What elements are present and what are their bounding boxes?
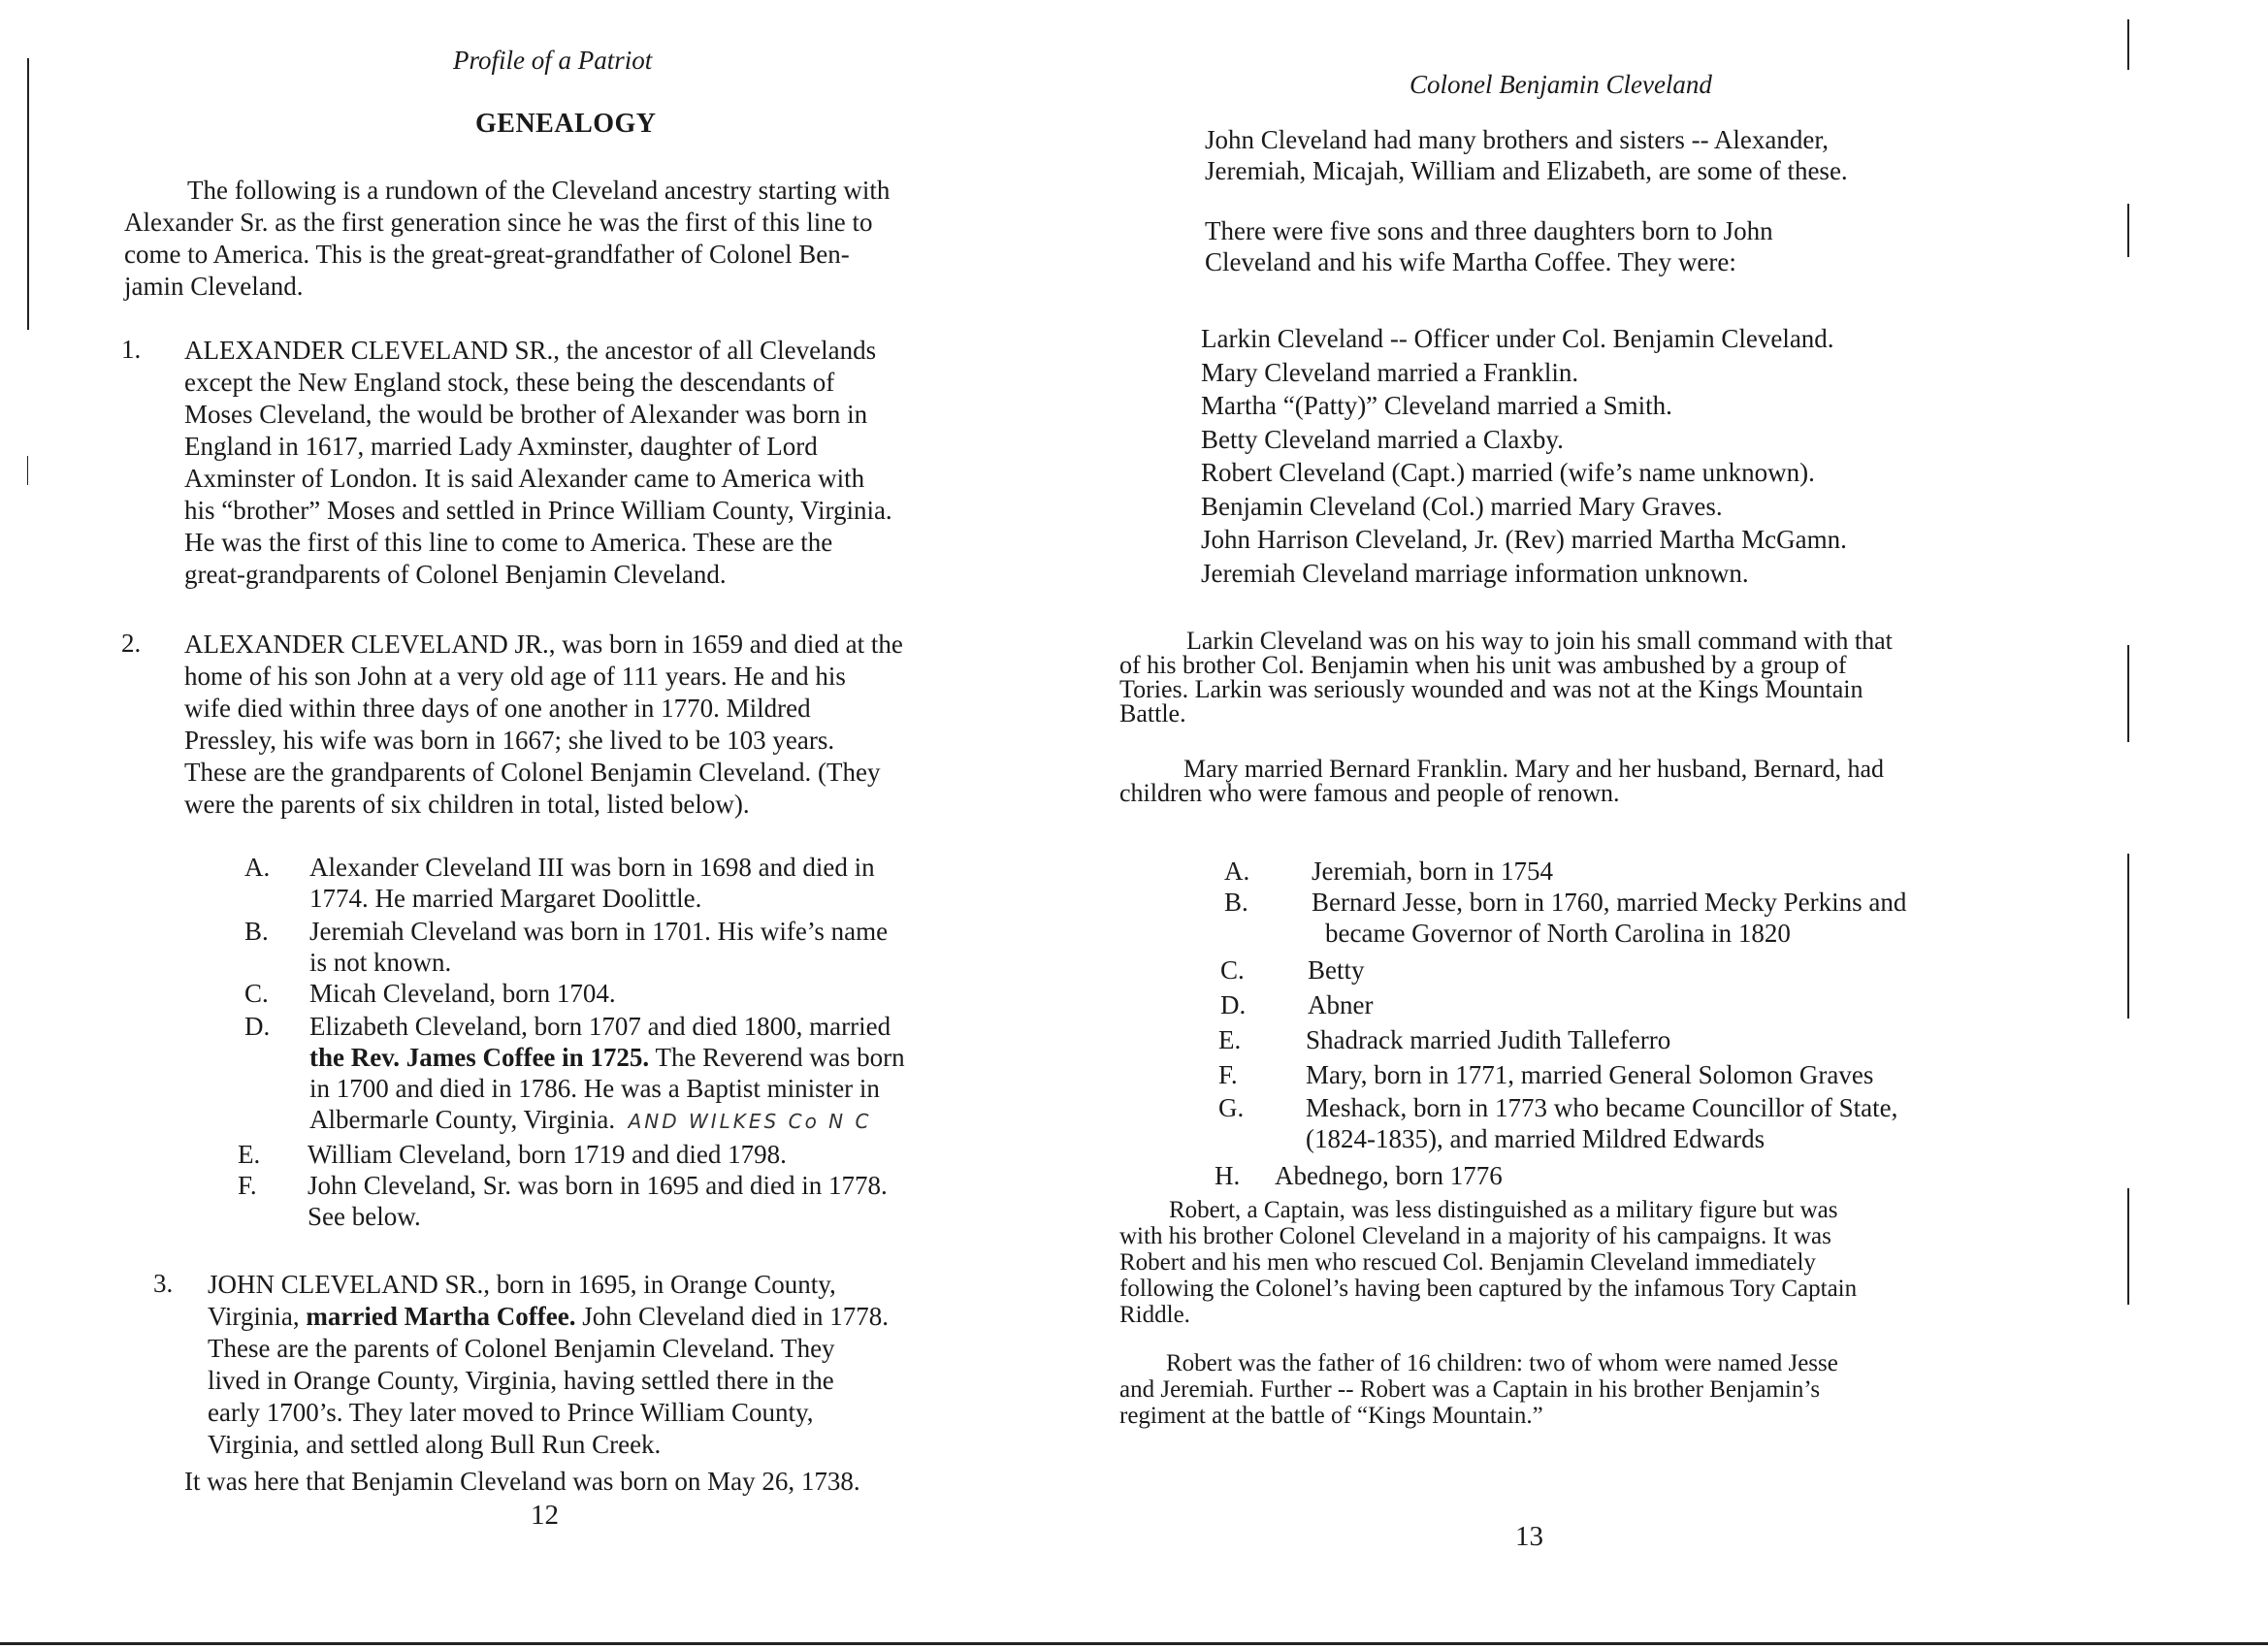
item-line: Shadrack married Judith Talleferro	[1306, 1025, 1671, 1054]
intro-line: The following is a rundown of the Cleveland ancestry starting with	[187, 176, 891, 205]
item-line: in 1700 and died in 1786. He was a Baptist minister in	[309, 1074, 880, 1103]
para-line: of his brother Col. Benjamin when his unit was ambushed by a group of	[1119, 651, 1847, 679]
right-margin-rule	[2127, 854, 2129, 1018]
entry-final-line: It was here that Benjamin Cleveland was born on May 26, 1738.	[184, 1467, 860, 1496]
robert-children-paragraph	[1116, 1350, 2124, 1429]
entry-line: JOHN CLEVELAND SR., born in 1695, in Orange County,	[208, 1270, 836, 1299]
section-title: GENEALOGY	[475, 109, 657, 139]
list-item: Benjamin Cleveland (Col.) married Mary Graves.	[1201, 491, 1723, 521]
item-line: See below.	[308, 1202, 421, 1231]
bold-insertion: the Rev. James Coffee in 1725.	[309, 1043, 650, 1072]
item-letter: D.	[1220, 990, 1247, 1019]
para-line: There were five sons and three daughters born to John	[1205, 216, 1773, 245]
para-line: Riddle.	[1119, 1302, 1190, 1328]
item-line: Elizabeth Cleveland, born 1707 and died 1800, married	[309, 1012, 891, 1041]
entry-number: 2.	[121, 629, 142, 658]
para-line: Robert, a Captain, was less distinguished as a military figure but was	[1169, 1197, 1838, 1223]
item-line: Mary, born in 1771, married General Solomon Graves	[1306, 1060, 1874, 1089]
item-line: (1824-1835), and married Mildred Edwards	[1306, 1124, 1766, 1153]
item-letter: D.	[244, 1012, 271, 1041]
para-line: Mary married Bernard Franklin. Mary and her husband, Bernard, had	[1183, 755, 1884, 783]
item-letter: B.	[1224, 888, 1248, 917]
item-line: Jeremiah Cleveland was born in 1701. His wife’s name	[309, 917, 889, 946]
left-page-header: Profile of a Patriot	[453, 46, 653, 75]
entry-line: Axminster of London. It is said Alexander came to America with	[184, 464, 865, 493]
entry-line: wife died within three days of one another in 1770. Mildred	[184, 694, 811, 723]
entry-line: home of his son John at a very old age of 111 years. He and his	[184, 662, 846, 691]
larkin-paragraph	[1116, 629, 2124, 726]
entry-line: great-grandparents of Colonel Benjamin Cleveland.	[184, 560, 727, 589]
list-item: Robert Cleveland (Capt.) married (wife’s name unknown).	[1201, 458, 1815, 487]
para-line: Tories. Larkin was seriously wounded and was not at the Kings Mountain	[1119, 675, 1863, 703]
item-line: Meshack, born in 1773 who became Councillor of State,	[1306, 1093, 1898, 1122]
para-line: children who were famous and people of renown.	[1119, 779, 1620, 807]
list-item	[238, 1170, 1014, 1232]
item-line: 1774. He married Margaret Doolittle.	[309, 884, 702, 913]
page-number: 13	[1515, 1521, 1543, 1552]
list-item	[244, 1011, 1021, 1135]
entry-line-pre: Virginia,	[208, 1302, 307, 1331]
list-item	[1218, 1024, 2091, 1055]
item-line	[309, 1104, 905, 1137]
para-line: Battle.	[1119, 699, 1186, 728]
entry-2-text	[184, 629, 1086, 821]
item-letter: B.	[244, 917, 269, 946]
right-margin-rule	[2127, 645, 2129, 742]
item-line: John Cleveland, Sr. was born in 1695 and died in 1778.	[308, 1171, 888, 1200]
list-item	[1218, 1059, 2091, 1090]
para-line: with his brother Colonel Cleveland in a majority of his campaigns. It was	[1119, 1223, 1831, 1249]
item-letter: E.	[238, 1140, 261, 1169]
item-line-rest: The Reverend was born	[649, 1043, 905, 1072]
entry-number: 1.	[121, 335, 142, 364]
entry-line: ALEXANDER CLEVELAND SR., the ancestor of all Clevelands	[184, 336, 877, 365]
entry-line: his “brother” Moses and settled in Prince William County, Virginia.	[184, 496, 892, 525]
left-page	[0, 0, 1116, 1649]
entry-line: Virginia, and settled along Bull Run Creek.	[208, 1430, 662, 1459]
item-line: Alexander Cleveland III was born in 1698 and died in	[309, 853, 875, 882]
para-line: following the Colonel’s having been captured by the infamous Tory Captain	[1119, 1276, 1858, 1302]
entry-line: early 1700’s. They later moved to Prince William County,	[208, 1398, 814, 1427]
right-page	[1116, 0, 2268, 1649]
list-item	[1220, 954, 2093, 986]
para-line: Robert was the father of 16 children: two of whom were named Jesse	[1166, 1350, 1838, 1376]
item-letter: A.	[1224, 857, 1250, 886]
entry-line: Moses Cleveland, the would be brother of Alexander was born in	[184, 400, 868, 429]
list-item	[244, 916, 1021, 978]
page-number: 12	[531, 1500, 559, 1531]
right-margin-rule	[2127, 204, 2129, 257]
para-line: Larkin Cleveland was on his way to join his small command with that	[1186, 627, 1893, 655]
para-line: Cleveland and his wife Martha Coffee. They were:	[1205, 247, 1736, 276]
list-item: Betty Cleveland married a Claxby.	[1201, 424, 1564, 454]
item-letter: G.	[1218, 1093, 1245, 1122]
list-item	[238, 1139, 1014, 1170]
item-line: Abner	[1308, 990, 1374, 1019]
entry-line: ALEXANDER CLEVELAND JR., was born in 1659 and died at the	[184, 630, 903, 659]
item-letter: F.	[1218, 1060, 1238, 1089]
list-item	[1218, 1092, 2091, 1154]
entry-3-text	[208, 1269, 1081, 1461]
children-intro-paragraph	[1205, 215, 2078, 277]
mary-paragraph	[1116, 757, 2124, 805]
right-margin-rule	[2127, 19, 2129, 70]
list-item	[1224, 887, 2097, 949]
list-item: Jeremiah Cleveland marriage information unknown.	[1201, 558, 1749, 588]
handwritten-note: AND WILKES Co N C	[628, 1110, 872, 1133]
item-line: Betty	[1308, 955, 1365, 985]
list-item	[244, 978, 1021, 1009]
bottom-scan-edge	[0, 1642, 2268, 1645]
robert-paragraph	[1116, 1197, 2124, 1328]
right-page-header: Colonel Benjamin Cleveland	[1409, 70, 1712, 99]
entry-line: These are the parents of Colonel Benjamin Cleveland. They	[208, 1334, 835, 1363]
left-margin-rule	[27, 58, 29, 330]
item-line: is not known.	[309, 948, 452, 977]
list-item	[1220, 989, 2093, 1020]
entry-line: lived in Orange County, Virginia, having settled there in the	[208, 1366, 834, 1395]
intro-line: Alexander Sr. as the first generation since he was the first of this line to	[124, 208, 873, 237]
item-line: became Governor of North Carolina in 1820	[1325, 919, 1791, 948]
item-letter: C.	[1220, 955, 1245, 985]
children-list	[1201, 322, 2122, 590]
list-item: Larkin Cleveland -- Officer under Col. Benjamin Cleveland.	[1201, 324, 1834, 353]
intro-paragraph	[124, 175, 1017, 303]
item-letter: F.	[238, 1171, 257, 1200]
item-line: Micah Cleveland, born 1704.	[309, 979, 616, 1008]
item-line	[309, 1042, 905, 1073]
para-line: Robert and his men who rescued Col. Benjamin Cleveland immediately	[1119, 1249, 1816, 1276]
item-line: Jeremiah, born in 1754	[1312, 857, 1553, 886]
right-margin-rule	[2127, 1188, 2129, 1305]
item-line: William Cleveland, born 1719 and died 1798.	[308, 1140, 787, 1169]
list-item: Martha “(Patty)” Cleveland married a Smith.	[1201, 391, 1672, 420]
intro-line: jamin Cleveland.	[124, 272, 304, 301]
item-line-text: Albermarle County, Virginia.	[309, 1105, 616, 1134]
left-margin-tick	[27, 456, 28, 485]
entry-line	[208, 1301, 1081, 1333]
item-letter: E.	[1218, 1025, 1242, 1054]
para-line: Jeremiah, Micajah, William and Elizabeth, are some of these.	[1205, 156, 1848, 185]
item-letter: A.	[244, 853, 271, 882]
list-item: John Harrison Cleveland, Jr. (Rev) married Martha McGamn.	[1201, 525, 1847, 554]
entry-number: 3.	[153, 1269, 174, 1298]
item-letter: C.	[244, 979, 269, 1008]
siblings-paragraph	[1205, 124, 2078, 186]
entry-line: except the New England stock, these being the descendants of	[184, 368, 835, 397]
entry-line: Pressley, his wife was born in 1667; she lived to be 103 years.	[184, 726, 835, 755]
entry-line: He was the first of this line to come to America. These are the	[184, 528, 833, 557]
bold-insertion: married Martha Coffee.	[306, 1302, 576, 1331]
list-item	[1215, 1160, 2088, 1191]
list-item	[1224, 856, 2097, 887]
entry-line: England in 1617, married Lady Axminster, daughter of Lord	[184, 432, 818, 461]
entry-line: were the parents of six children in total, listed below).	[184, 790, 750, 819]
intro-line: come to America. This is the great-great-grandfather of Colonel Ben-	[124, 240, 850, 269]
item-line: Bernard Jesse, born in 1760, married Mecky Perkins and	[1312, 888, 1907, 917]
para-line: regiment at the battle of “Kings Mountain.”	[1119, 1403, 1543, 1429]
para-line: and Jeremiah. Further -- Robert was a Captain in his brother Benjamin’s	[1119, 1376, 1821, 1403]
entry-line-post: John Cleveland died in 1778.	[575, 1302, 889, 1331]
list-item: Mary Cleveland married a Franklin.	[1201, 357, 1579, 387]
entry-line: These are the grandparents of Colonel Benjamin Cleveland. (They	[184, 758, 881, 787]
item-line: Abednego, born 1776	[1275, 1161, 1503, 1190]
entry-1-text	[184, 335, 1086, 591]
para-line: John Cleveland had many brothers and sisters -- Alexander,	[1205, 125, 1830, 154]
list-item	[244, 852, 1021, 914]
item-letter: H.	[1215, 1161, 1241, 1190]
